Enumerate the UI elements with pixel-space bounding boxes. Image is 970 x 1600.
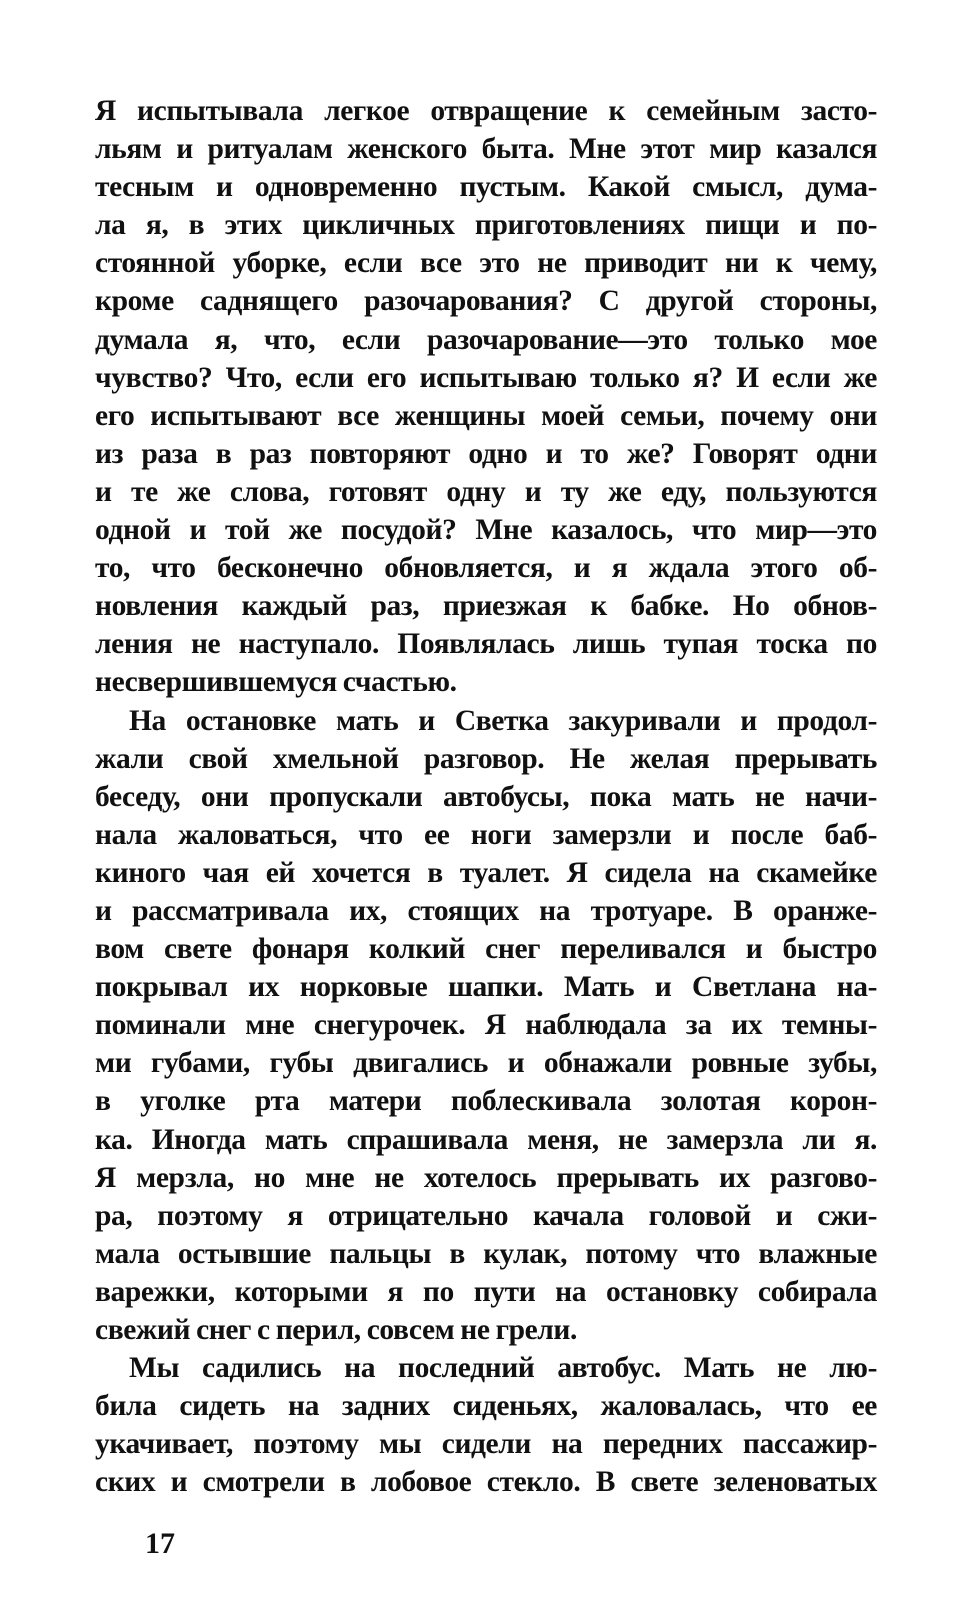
text-line: ра, поэтому я отрицательно качала головой и сжи- bbox=[95, 1199, 877, 1232]
text-line: ских и смотрели в лобовое стекло. В свете зеленоватых bbox=[95, 1466, 877, 1499]
text-line: несвершившемуся счастью. bbox=[95, 666, 457, 699]
text-line: то, что бесконечно обновляется, и я ждала этого об- bbox=[95, 552, 877, 585]
text-line: била сидеть на задних сиденьях, жаловалась, что ее bbox=[95, 1390, 877, 1423]
text-line: льям и ритуалам женского быта. Мне этот мир казался bbox=[95, 133, 877, 166]
text-line: чувство? Что, если его испытываю только я? И если же bbox=[95, 361, 877, 394]
text-line: беседу, они пропускали автобусы, пока мать не начи- bbox=[95, 780, 877, 813]
text-line: ла я, в этих цикличных приготовлениях пищи и по- bbox=[95, 209, 877, 242]
text-line: укачивает, поэтому мы сидели на передних пассажир- bbox=[95, 1428, 877, 1461]
text-line: мала остывшие пальцы в кулак, потому что влажные bbox=[95, 1237, 877, 1270]
text-line: жали свой хмельной разговор. Не желая прерывать bbox=[95, 742, 877, 775]
text-line: Я испытывала легкое отвращение к семейным засто- bbox=[95, 95, 877, 127]
page-number: 17 bbox=[145, 1527, 175, 1560]
text-line: поминали мне снегурочек. Я наблюдала за их темны- bbox=[95, 1009, 877, 1042]
book-page-text bbox=[95, 92, 877, 1501]
text-line: Мы садились на последний автобус. Мать не лю- bbox=[129, 1352, 877, 1385]
text-line: ления не наступало. Появлялась лишь тупая тоска по bbox=[95, 628, 877, 661]
text-line: из раза в раз повторяют одно и то же? Говорят одни bbox=[95, 437, 877, 470]
text-line: и рассматривала их, стоящих на тротуаре. В оранже- bbox=[95, 894, 877, 927]
text-line: киного чая ей хочется в туалет. Я сидела на скамейке bbox=[95, 856, 877, 889]
paragraph-3 bbox=[95, 1349, 877, 1501]
text-line: ми губами, губы двигались и обнажали ровные зубы, bbox=[95, 1047, 877, 1080]
text-line: тесным и одновременно пустым. Какой смысл, дума- bbox=[95, 171, 877, 204]
text-line: думала я, что, если разочарование—это только мое bbox=[95, 323, 877, 356]
text-line: кроме саднящего разочарования? С другой стороны, bbox=[95, 285, 877, 318]
text-line: варежки, которыми я по пути на остановку собирала bbox=[95, 1275, 877, 1308]
text-line: его испытывают все женщины моей семьи, почему они bbox=[95, 399, 877, 432]
paragraph-2 bbox=[95, 702, 877, 1350]
text-line: и те же слова, готовят одну и ту же еду, пользуются bbox=[95, 475, 877, 508]
text-line: вом свете фонаря колкий снег переливался и быстро bbox=[95, 933, 877, 966]
paragraph-1 bbox=[95, 92, 877, 702]
text-line: ка. Иногда мать спрашивала меня, не замерзла ли я. bbox=[95, 1123, 877, 1156]
text-line: Я мерзла, но мне не хотелось прерывать их разгово- bbox=[95, 1161, 877, 1194]
text-line: стоянной уборке, если все это не приводит ни к чему, bbox=[95, 247, 877, 280]
text-line: одной и той же посудой? Мне казалось, что мир—это bbox=[95, 514, 877, 547]
text-line: в уголке рта матери поблескивала золотая корон- bbox=[95, 1085, 877, 1118]
text-line: свежий снег с перил, совсем не грели. bbox=[95, 1314, 577, 1346]
text-line: новления каждый раз, приезжая к бабке. Но обнов- bbox=[95, 590, 877, 623]
text-line: На остановке мать и Светка закуривали и продол- bbox=[129, 704, 877, 737]
text-line: покрывал их норковые шапки. Мать и Светлана на- bbox=[95, 971, 877, 1004]
text-line: нала жаловаться, что ее ноги замерзли и после баб- bbox=[95, 818, 877, 851]
